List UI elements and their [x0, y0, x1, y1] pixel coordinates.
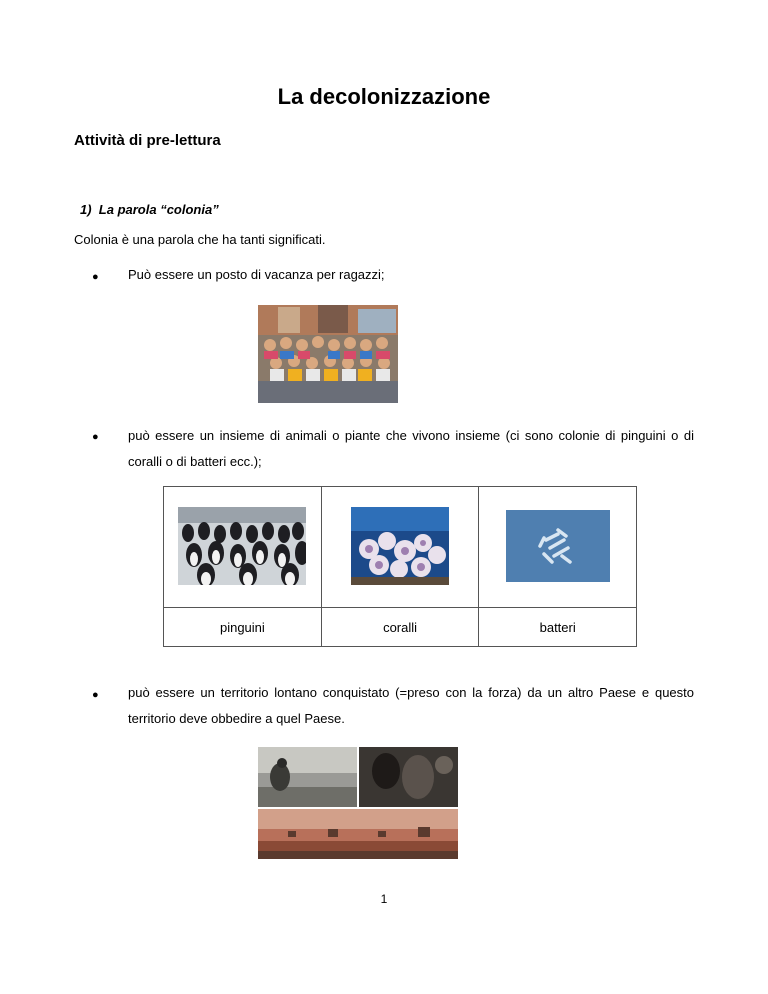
- bacteria-image: [506, 510, 610, 582]
- colonies-table: [163, 486, 637, 647]
- table-label-row: [164, 608, 637, 647]
- bullet-marker: ●: [92, 431, 99, 443]
- label-bacteria: batteri: [479, 608, 637, 647]
- bullet-marker: ●: [92, 271, 99, 283]
- corals-image: [351, 507, 449, 585]
- label-corals: coralli: [321, 608, 479, 647]
- colonial-war-collage: [258, 747, 458, 859]
- bullet-item-1: Può essere un posto di vacanza per ragazzi;: [128, 267, 385, 282]
- page-title: La decolonizzazione: [277, 84, 491, 109]
- bullet-item-2: può essere un insieme di animali o piante che vivono insieme (ci sono colonie di pinguini o di coralli o di batteri ecc.);: [128, 428, 694, 469]
- penguins-image: [178, 507, 306, 585]
- subtitle: Attività di pre-lettura: [74, 132, 221, 149]
- corals-cell: [321, 487, 479, 608]
- bullet-item-3: può essere un territorio lontano conquistato (=preso con la forza) da un altro Paese e questo territorio deve obbedire a quel Paese.: [128, 685, 694, 726]
- label-penguins: pinguini: [164, 608, 322, 647]
- section-heading-text: La parola “colonia”: [98, 202, 219, 217]
- bullet-marker: ●: [92, 689, 99, 701]
- penguins-cell: [164, 487, 322, 608]
- page-number: 1: [380, 892, 388, 906]
- bacteria-cell: [479, 487, 637, 608]
- section-number: 1): [80, 202, 92, 217]
- colonial-war-image: [258, 747, 458, 859]
- children-camp-image: [258, 305, 398, 403]
- intro-paragraph: Colonia è una parola che ha tanti significati.: [74, 232, 326, 247]
- section-heading: [80, 202, 219, 217]
- children-camp-photo: [258, 305, 398, 403]
- table-image-row: [164, 487, 637, 608]
